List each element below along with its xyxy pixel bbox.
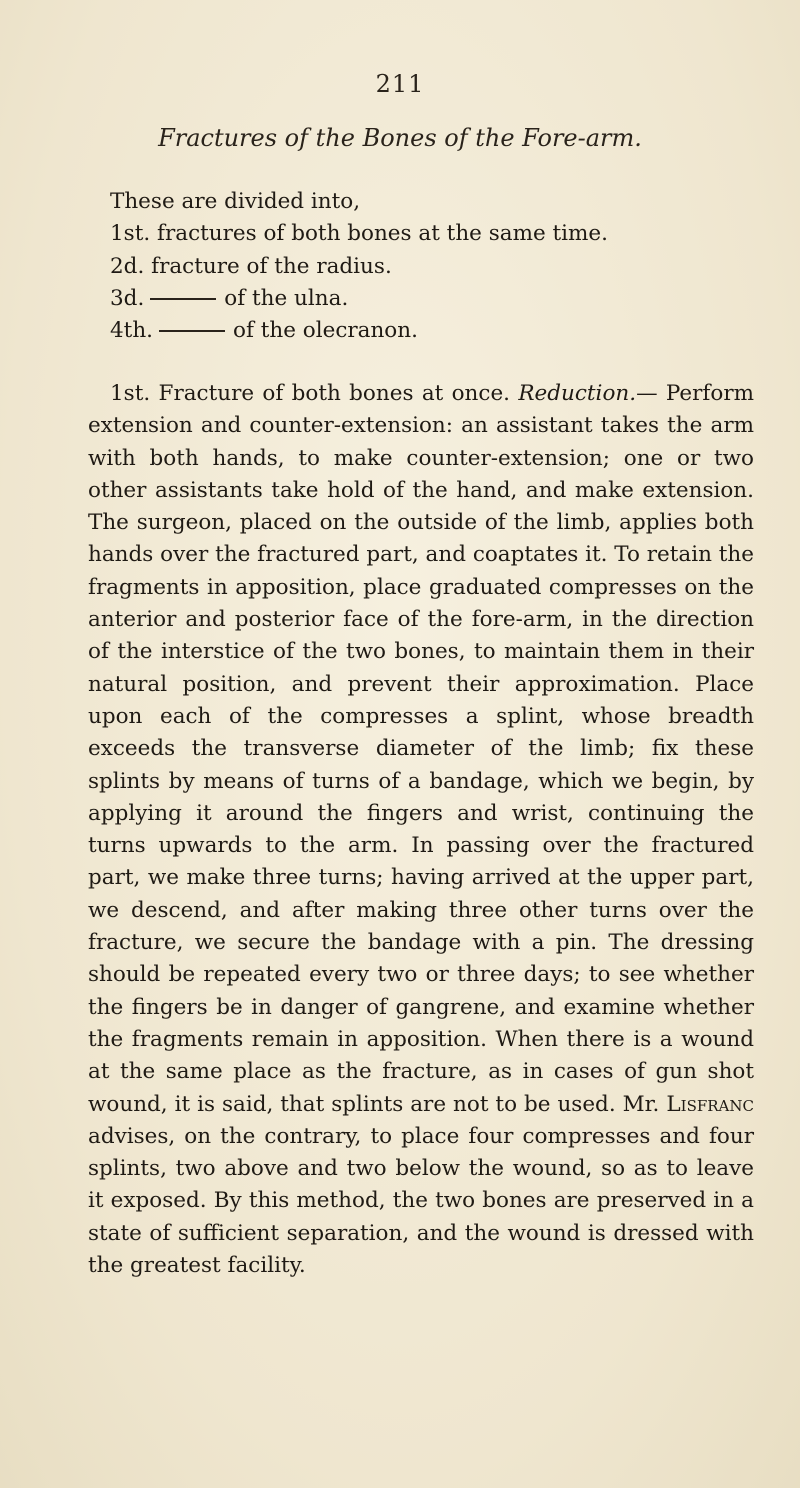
ditto-rule <box>150 298 216 300</box>
list-item <box>88 283 728 315</box>
list-item <box>88 315 728 347</box>
list-item-text: of the ulna. <box>224 285 349 311</box>
chapter-title: Fractures of the Bones of the Fore-arm. <box>158 124 642 152</box>
heading-dash: — <box>636 381 658 406</box>
surgeon-name: Lisfranc <box>666 1091 754 1117</box>
division-list <box>88 186 728 347</box>
list-intro: These are divided into, <box>110 189 361 214</box>
reduction-heading: Reduction. <box>518 381 637 406</box>
list-item-text: fractures of both bones at the same time. <box>157 221 608 247</box>
paragraph-text-part2: advises, on the contrary, to place four compresses and four splints, two above and two below the wound, so as to leave it exposed. By this method, the two bones are preserved in a state of sufficient separation, and the wound is dressed with the greatest facility. <box>88 1123 754 1279</box>
list-item-ordinal: 2d. <box>110 253 145 279</box>
list-item <box>88 251 728 283</box>
paragraph-lead: 1st. Fracture of both bones at once. <box>110 381 511 406</box>
list-item <box>88 218 728 250</box>
page-number: 211 <box>375 70 425 98</box>
list-item-ordinal: 4th. <box>110 318 153 344</box>
list-item-text: of the olecranon. <box>233 318 418 344</box>
list-item-ordinal: 3d. <box>110 285 145 311</box>
ditto-rule <box>159 330 225 332</box>
paragraph-text-part1: Perform extension and counter-extension: an assistant takes the arm with both hands, to make counter-extension; one or two other assistants take hold of the hand, and make extension. The surgeon, placed on the outside of the limb, applies both hands over the fractured part, and coaptates it. To retain the fragments in apposition, place graduated compresses on the anterior and posterior face of the fore-arm, in the direction of the interstice of the two bones, to maintain them in their natural position, and prevent their approximation. Place upon each of the compresses a splint, whose breadth exceeds the transverse diameter of the limb; fix these splints by means of turns of a bandage, which we begin, by applying it around the fingers and wrist, continuing the turns upwards to the arm. In passing over the fractured part, we make three turns; having arrived at the upper part, we descend, and after making three other turns over the fracture, we secure the bandage with a pin. The dressing should be repeated every two or three days; to see whether the fingers be in danger of gangrene, and examine whether the fragments remain in apposition. When there is a wound at the same place as the fracture, as in cases of gun shot wound, it is said, that splints are not to be used. Mr. <box>88 381 754 1117</box>
body-paragraph <box>88 378 754 1282</box>
list-item-ordinal: 1st. <box>110 221 151 247</box>
list-item-text: fracture of the radius. <box>151 253 392 279</box>
